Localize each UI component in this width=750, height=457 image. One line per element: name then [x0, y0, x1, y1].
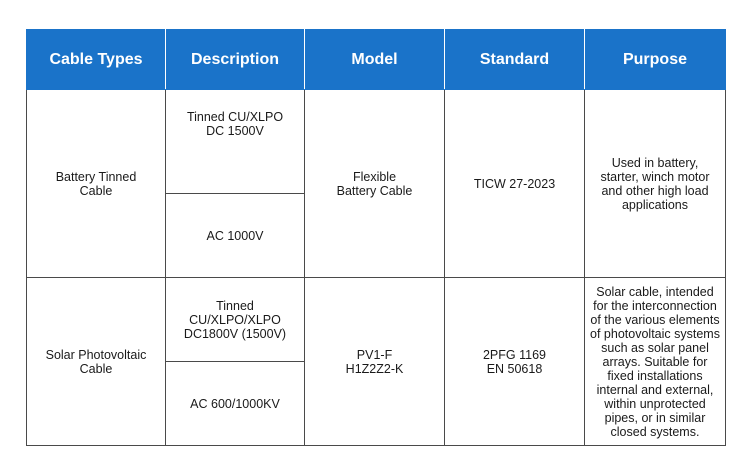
cable-type-cell: Battery Tinned Cable: [27, 90, 166, 278]
cable-spec-table: [26, 29, 726, 446]
header-model: Model: [305, 30, 445, 90]
header-description: Description: [166, 30, 305, 90]
model-cell: Flexible Battery Cable: [305, 90, 445, 278]
cable-type-cell: Solar Photovoltaic Cable: [27, 278, 166, 446]
description-cell: AC 600/1000KV: [166, 362, 305, 446]
standard-cell: 2PFG 1169 EN 50618: [445, 278, 585, 446]
description-cell: AC 1000V: [166, 194, 305, 278]
header-cable-types: Cable Types: [27, 30, 166, 90]
standard-cell: TICW 27-2023: [445, 90, 585, 278]
description-cell: Tinned CU/XLPO/XLPO DC1800V (1500V): [166, 278, 305, 362]
model-cell: PV1-F H1Z2Z2-K: [305, 278, 445, 446]
header-purpose: Purpose: [585, 30, 726, 90]
purpose-cell: Used in battery, starter, winch motor and other high load applications: [585, 90, 726, 278]
header-standard: Standard: [445, 30, 585, 90]
purpose-cell: Solar cable, intended for the interconnection of the various elements of photovoltaic systems such as solar panel arrays. Suitable for fixed installations internal and external, within unprotected pipes, or in similar closed systems.: [585, 278, 726, 446]
table-row: [27, 90, 726, 194]
table-row: [27, 278, 726, 362]
header-row: [27, 30, 726, 90]
description-cell: Tinned CU/XLPO DC 1500V: [166, 90, 305, 194]
